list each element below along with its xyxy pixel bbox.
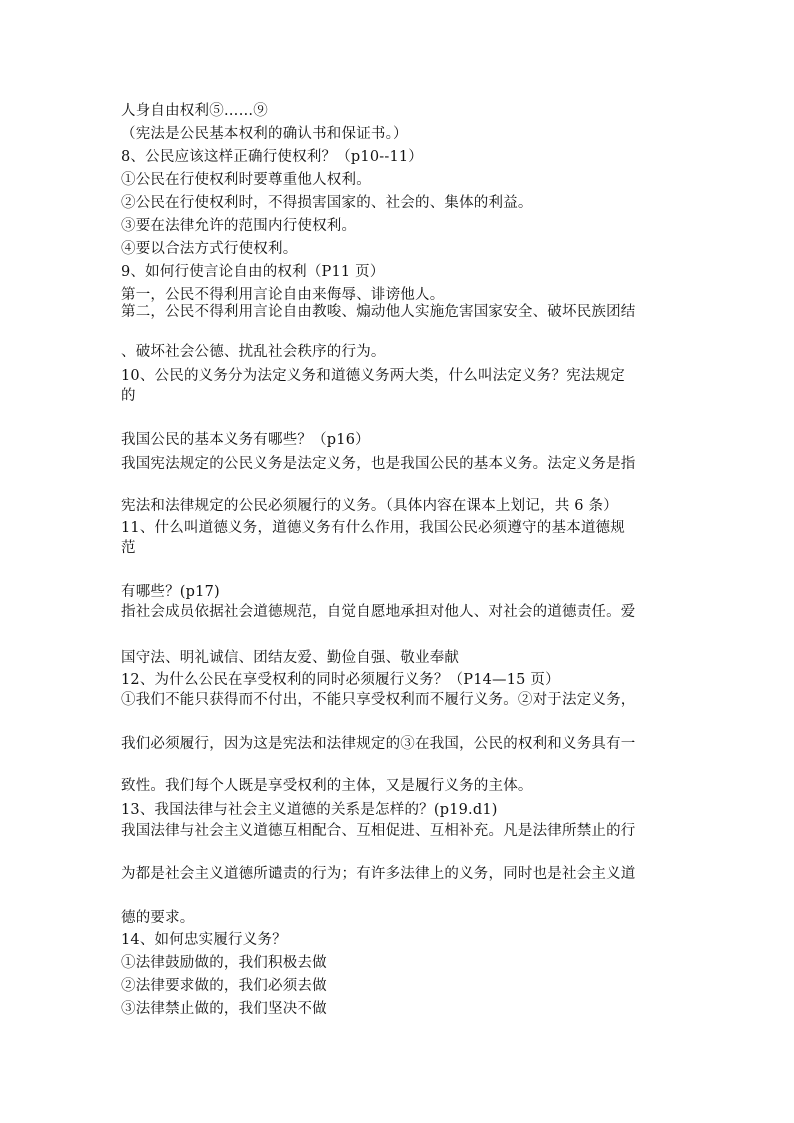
text-line: 德的要求。 xyxy=(121,910,195,926)
text-line: 人身自由权利⑤……⑨ xyxy=(121,103,268,119)
text-line: ①我们不能只获得而不付出，不能只享受权利而不履行义务。②对于法定义务， xyxy=(121,692,636,708)
text-line: 8、公民应该这样正确行使权利？（p10--11） xyxy=(121,149,424,165)
text-line: 有哪些？(p17) xyxy=(121,584,220,600)
text-line: ①法律鼓励做的，我们积极去做 xyxy=(121,955,327,971)
text-line: 第一，公民不得利用言论自由来侮辱、诽谤他人。 xyxy=(121,287,445,303)
text-line: ②法律要求做的，我们必须去做 xyxy=(121,978,327,994)
text-line: 12、为什么公民在享受权利的同时必须履行义务？（P14—15 页） xyxy=(121,672,560,688)
text-line: 13、我国法律与社会主义道德的关系是怎样的？(p19.d1) xyxy=(121,802,498,818)
text-line: 指社会成员依据社会道德规范，自觉自愿地承担对他人、对社会的道德责任。爱 xyxy=(121,604,636,620)
text-line: 我国宪法规定的公民义务是法定义务，也是我国公民的基本义务。法定义务是指 xyxy=(121,456,636,472)
text-line: ③要在法律允许的范围内行使权利。 xyxy=(121,218,357,234)
text-line: 14、如何忠实履行义务？ xyxy=(121,932,287,948)
text-line: 致性。我们每个人既是享受权利的主体，又是履行义务的主体。 xyxy=(121,778,533,794)
text-line: 我国公民的基本义务有哪些？（p16） xyxy=(121,432,370,448)
text-line: 我国法律与社会主义道德互相配合、互相促进、互相补充。凡是法律所禁止的行 xyxy=(121,823,636,839)
text-line: ④要以合法方式行使权利。 xyxy=(121,241,298,257)
text-line: 11、什么叫道德义务，道德义务有什么作用，我国公民必须遵守的基本道德规 xyxy=(121,520,625,536)
text-line: ③法律禁止做的，我们坚决不做 xyxy=(121,1001,327,1017)
text-line: 、破坏社会公德、扰乱社会秩序的行为。 xyxy=(121,344,386,360)
text-line: （宪法是公民基本权利的确认书和保证书。） xyxy=(121,126,408,142)
text-line: 的 xyxy=(121,388,136,404)
text-line: 10、公民的义务分为法定义务和道德义务两大类，什么叫法定义务？宪法规定 xyxy=(121,368,625,384)
text-line: ②公民在行使权利时，不得损害国家的、社会的、集体的利益。 xyxy=(121,195,533,211)
text-line: ①公民在行使权利时要尊重他人权利。 xyxy=(121,172,371,188)
text-line: 宪法和法律规定的公民必须履行的义务。（具体内容在课本上划记，共 6 条） xyxy=(121,498,618,514)
text-line: 9、如何行使言论自由的权利（P11 页） xyxy=(121,264,385,280)
text-line: 为都是社会主义道德所谴责的行为；有许多法律上的义务，同时也是社会主义道 xyxy=(121,866,636,882)
text-line: 范 xyxy=(121,540,136,556)
text-line: 国守法、明礼诚信、团结友爱、勤俭自强、敬业奉献 xyxy=(121,650,460,666)
text-line: 我们必须履行，因为这是宪法和法律规定的③在我国，公民的权利和义务具有一 xyxy=(121,736,636,752)
text-line: 第二，公民不得利用言论自由教唆、煽动他人实施危害国家安全、破坏民族团结 xyxy=(121,304,636,320)
